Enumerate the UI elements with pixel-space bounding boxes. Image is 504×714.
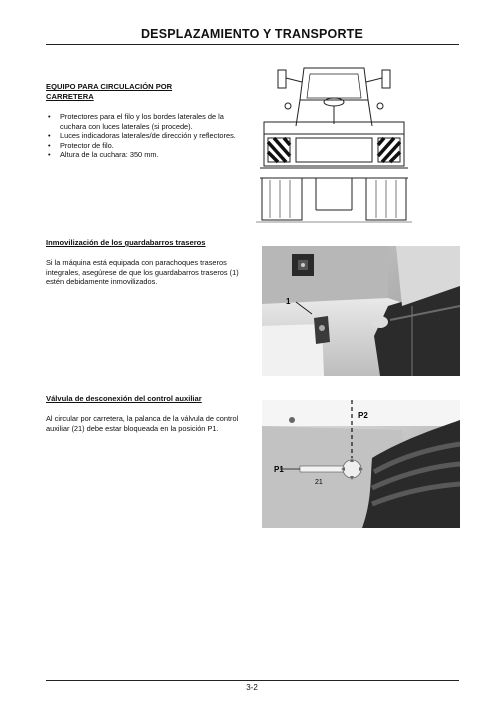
rear-mudguard-photo: [262, 246, 460, 376]
section-title-road-equipment: EQUIPO PARA CIRCULACIÓN POR CARRETERA: [46, 82, 173, 101]
section-title-rear-mudguards: Inmovilización de los guardabarros traseros: [46, 238, 206, 247]
page-title: DESPLAZAMIENTO Y TRANSPORTE: [140, 27, 364, 41]
list-item: • Protector de filo.: [46, 141, 242, 151]
page-number: 3-2: [246, 683, 258, 692]
header-rule: [46, 44, 459, 45]
footer-rule: [46, 680, 459, 681]
rear-mudguards-text: Si la máquina está equipada con parachoques traseros integrales, asegúrese de que los guardabarros traseros (1) estén debidamente inmovilizados.: [46, 258, 239, 287]
callout-label: 1: [286, 297, 291, 306]
aux-valve-photo: [262, 400, 460, 528]
road-equipment-list: [46, 112, 242, 160]
list-item: • Protectores para el filo y los bordes laterales de la cuchara con luces laterales (si procede).: [46, 112, 242, 131]
list-item: • Luces indicadoras laterales/de dirección y reflectores.: [46, 131, 242, 141]
section-title-aux-valve: Válvula de desconexión del control auxiliar: [46, 394, 202, 403]
position-p2-label: P2: [358, 411, 368, 420]
position-p1-label: P1: [274, 465, 284, 474]
machine-front-drawing: [256, 60, 412, 226]
list-item: • Altura de la cuchara: 350 mm.: [46, 150, 242, 160]
lever-callout-label: 21: [315, 479, 323, 486]
aux-valve-text: Al circular por carretera, la palanca de la válvula de control auxiliar (21) debe estar bloqueada en la posición P1.: [46, 414, 239, 433]
